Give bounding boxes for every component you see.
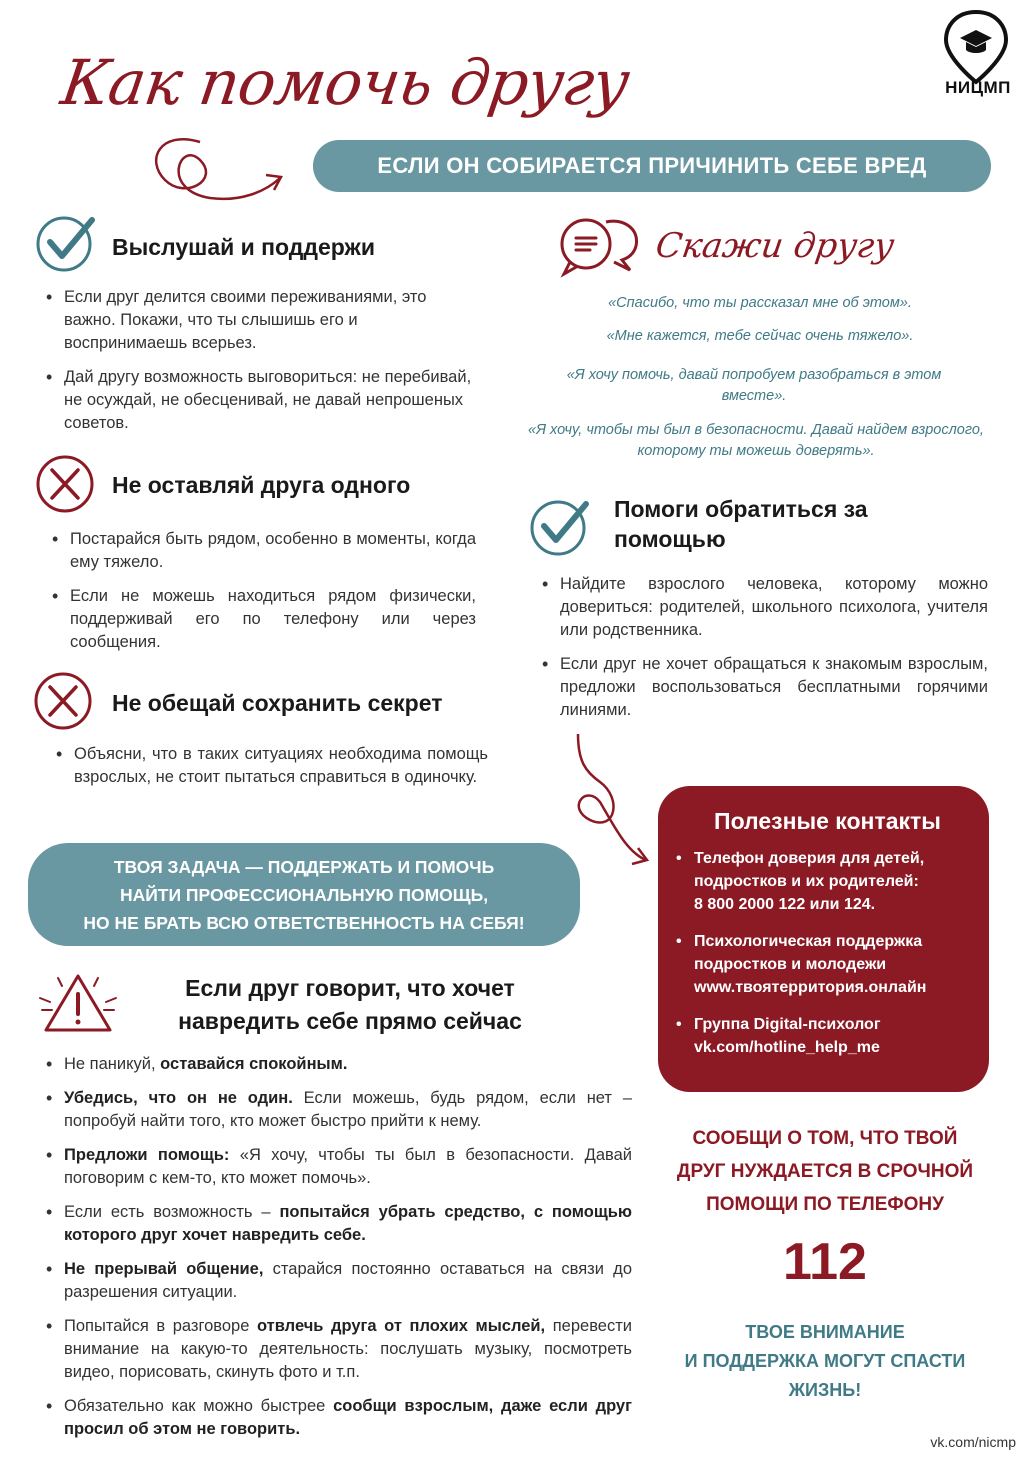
list-item: • Не прерывай общение, старайся постоянно оставаться на связи до разрешения ситуации. xyxy=(42,1258,632,1304)
banner-top: ЕСЛИ ОН СОБИРАЕТСЯ ПРИЧИНИТЬ СЕБЕ ВРЕД xyxy=(313,140,991,192)
task-line: НАЙТИ ПРОФЕССИОНАЛЬНУЮ ПОМОЩЬ, xyxy=(119,884,489,905)
contact-item xyxy=(686,930,969,999)
list-item: • Попытайся в разговоре отвлечь друга от плохих мыслей, перевести внимание на какую-то деятельность: послушать музыку, посмотреть видео, порисовать, скинуть фото и т.п. xyxy=(42,1315,632,1384)
seek-help-list xyxy=(538,573,988,733)
list-item: • Обязательно как можно быстрее сообщи взрослым, даже если друг просил об этом не говорить. xyxy=(42,1395,632,1441)
not-alone-heading: Не оставляй друга одного xyxy=(112,472,411,498)
check-circle-icon xyxy=(528,496,590,558)
list-item: • Предложи помощь: «Я хочу, чтобы ты был в безопасности. Давай поговорим с кем-то, кто может помочь». xyxy=(42,1144,632,1190)
save-text xyxy=(650,1318,1000,1405)
contact-item xyxy=(686,847,969,916)
seek-help-heading: Помоги обратиться за помощью xyxy=(614,496,868,552)
urgent-list xyxy=(42,1053,632,1452)
list-item: • Если есть возможность – попытайся убрать средство, с помощью которого друг хочет навредить себе. xyxy=(42,1201,632,1247)
contact-link[interactable]: www.твоятерритория.онлайн xyxy=(694,979,927,996)
contact-phone[interactable]: 8 800 2000 122 или 124. xyxy=(694,896,876,913)
warning-icon xyxy=(38,968,118,1038)
listen-heading: Выслушай и поддержи xyxy=(112,234,375,260)
cross-circle-icon xyxy=(34,453,96,515)
list-item: • Убедись, что он не один. Если можешь, будь рядом, если нет – попробуй найти того, кто может быстро прийти к нему. xyxy=(42,1087,632,1133)
list-item: • Если друг не хочет обращаться к знакомым взрослым, предложи воспользоваться бесплатными горячими линиями. xyxy=(538,653,988,722)
report-line: ПОМОЩИ ПО ТЕЛЕФОНУ xyxy=(706,1194,944,1215)
task-line: ТВОЯ ЗАДАЧА — ПОДДЕРЖАТЬ И ПОМОЧЬ xyxy=(113,856,495,877)
quote-4: «Я хочу, чтобы ты был в безопасности. Давай найдем взрослого, которому ты можешь доверять». xyxy=(528,422,984,459)
urgent-heading xyxy=(120,972,580,1038)
report-line: СООБЩИ О ТОМ, ЧТО ТВОЙ xyxy=(692,1128,958,1149)
quote-3: «Я хочу помочь, давай попробуем разобраться в этом вместе». xyxy=(566,367,942,404)
footer-link[interactable]: vk.com/nicmp xyxy=(930,1434,1016,1450)
contacts-box xyxy=(658,786,989,1092)
urgent-heading-line: Если друг говорит, что хочет xyxy=(185,975,515,1001)
list-item: • Найдите взрослого человека, которому можно довериться: родителей, школьного психолога, учителя или родственника. xyxy=(538,573,988,642)
contacts-list xyxy=(686,847,969,1059)
list-item: • Постарайся быть рядом, особенно в моменты, когда ему тяжело. xyxy=(48,528,476,574)
list-item: • Если не можешь находиться рядом физически, поддерживай его по телефону или через сообщения. xyxy=(48,585,476,654)
report-line: ДРУГ НУЖДАЕТСЯ В СРОЧНОЙ xyxy=(676,1161,974,1182)
save-line: ЖИЗНЬ! xyxy=(788,1380,862,1400)
not-alone-list xyxy=(48,528,476,665)
urgent-heading-line: навредить себе прямо сейчас xyxy=(178,1008,522,1034)
cross-circle-icon xyxy=(32,670,94,732)
save-line: ТВОЕ ВНИМАНИЕ xyxy=(745,1322,905,1342)
page-title: Как помочь другу xyxy=(56,46,634,119)
no-secret-heading: Не обещай сохранить секрет xyxy=(112,690,443,716)
contact-item xyxy=(686,1013,969,1059)
task-line: НО НЕ БРАТЬ ВСЮ ОТВЕТСТВЕННОСТЬ НА СЕБЯ! xyxy=(83,912,525,933)
no-secret-list xyxy=(52,743,488,800)
quote-2: «Мне кажется, тебе сейчас очень тяжело». xyxy=(606,328,914,344)
swirl-arrow-icon xyxy=(140,120,300,215)
save-line: И ПОДДЕРЖКА МОГУТ СПАСТИ xyxy=(684,1351,966,1371)
contact-desc: Телефон доверия для детей, подростков и их родителей: xyxy=(694,850,925,890)
report-text xyxy=(650,1122,1000,1221)
listen-list xyxy=(42,286,482,446)
contacts-heading: Полезные контакты xyxy=(714,808,941,834)
say-heading: Скажи другу xyxy=(653,226,897,266)
logo-text: НИЦМП xyxy=(945,78,1011,97)
quote-1: «Спасибо, что ты рассказал мне об этом». xyxy=(608,295,912,311)
contact-link[interactable]: vk.com/hotline_help_me xyxy=(694,1039,880,1056)
list-item: • Не паникуй, оставайся спокойным. xyxy=(42,1053,632,1076)
speech-bubbles-icon xyxy=(556,212,644,278)
check-circle-icon xyxy=(34,212,96,274)
contact-desc: Психологическая поддержка подростков и молодежи xyxy=(694,933,923,973)
list-item: • Дай другу возможность выговориться: не перебивай, не осуждай, не обесценивай, не давай непрошеных советов. xyxy=(42,366,482,435)
emergency-number[interactable]: 112 xyxy=(783,1233,867,1291)
task-banner xyxy=(28,843,580,946)
list-item: • Если друг делится своими переживаниями, это важно. Покажи, что ты слышишь его и воспринимаешь всерьез. xyxy=(42,286,482,355)
list-item: • Объясни, что в таких ситуациях необходима помощь взрослых, не стоит пытаться справиться в одиночку. xyxy=(52,743,488,789)
contact-desc: Группа Digital-психолог xyxy=(694,1016,881,1033)
